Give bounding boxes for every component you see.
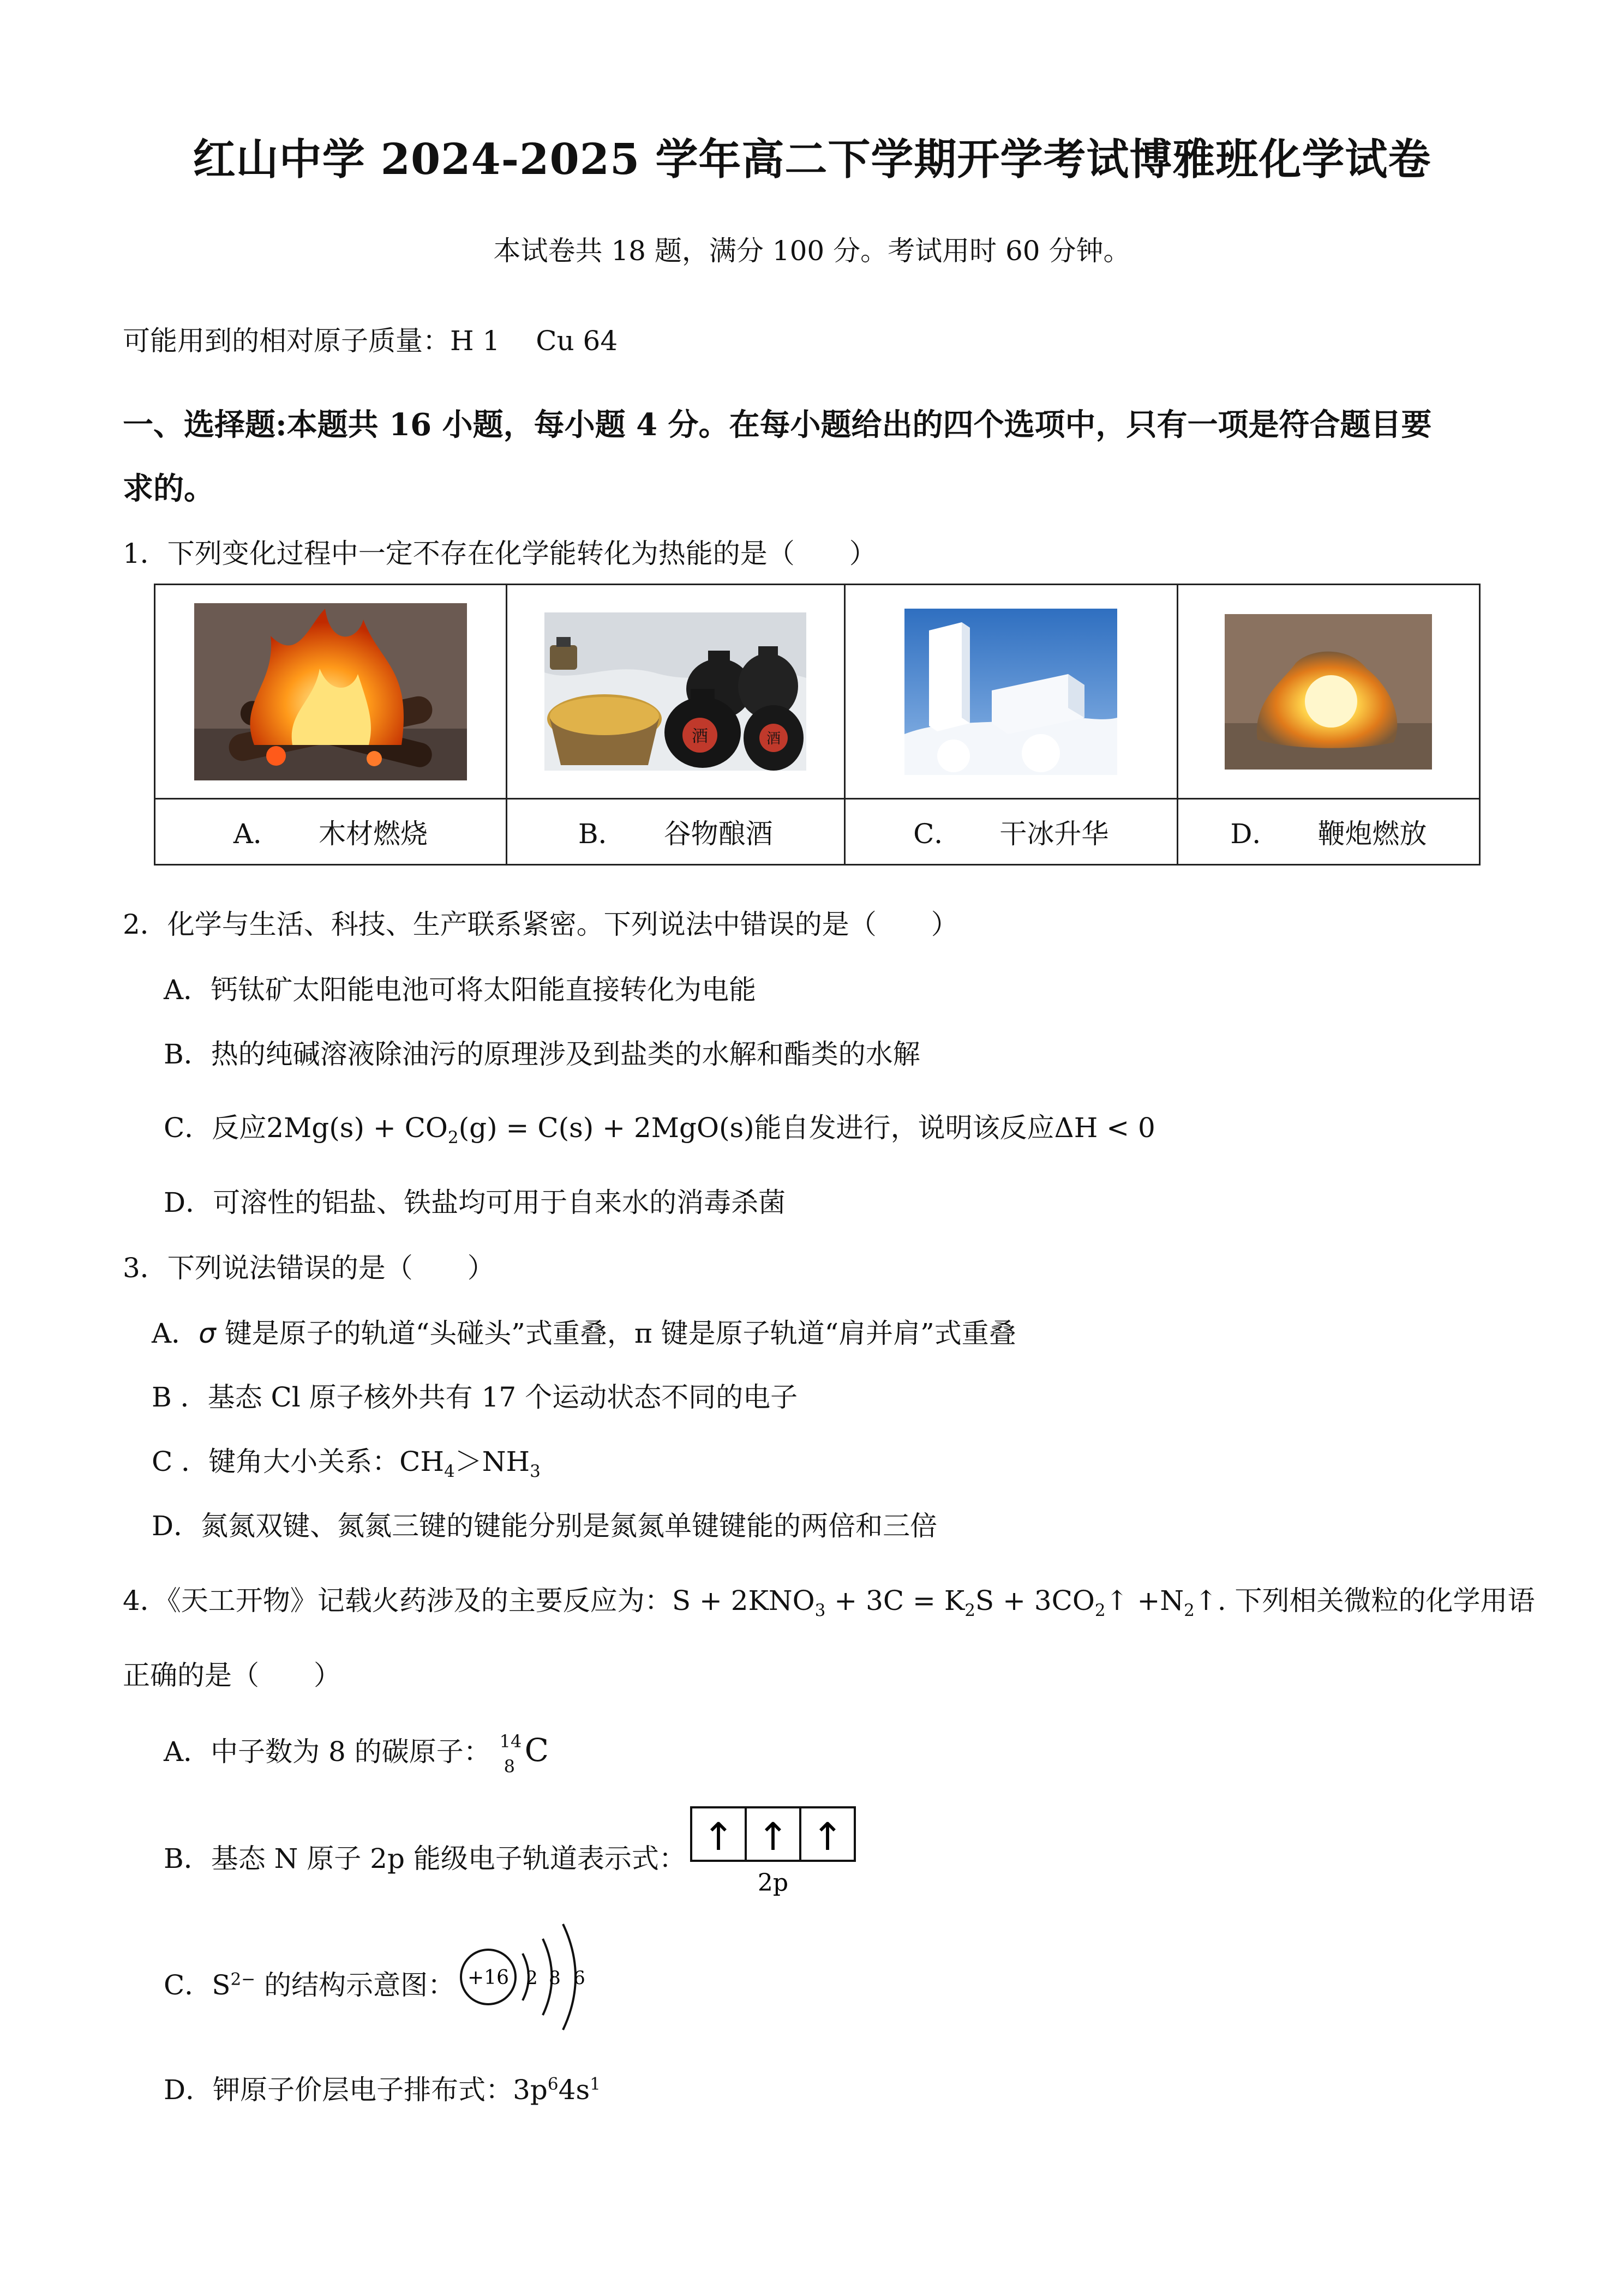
shell-electrons-3: 6	[573, 1967, 585, 1989]
q1-option-b[interactable]: B． 谷物酿酒	[506, 799, 844, 865]
q1-option-c[interactable]: C． 干冰升华	[844, 799, 1177, 865]
q1-option-a[interactable]: A． 木材燃烧	[155, 799, 507, 865]
section-heading-cont: 求的。	[123, 471, 214, 507]
q3-option-c[interactable]: C ．键角大小关系：$CH_4>NH_3$	[152, 1446, 541, 1481]
spin-up-arrow-2: ↑	[757, 1814, 789, 1859]
q1-image-cell-a	[155, 585, 507, 799]
q4-option-c[interactable]: C．$S^{2-}$ 的结构示意图：	[164, 1969, 456, 2001]
atomic-mass-note: 可能用到的相对原子质量：H 1 Cu 64	[123, 325, 618, 357]
q1-image-cell-d	[1177, 585, 1479, 799]
section-heading: 一、选择题:本题共 16 小题，每小题 4 分。在每小题给出的四个选项中，只有一项是符合题目要	[123, 407, 1432, 443]
orbital-diagram	[690, 1806, 865, 1899]
q4-option-d[interactable]: D．钾原子价层电子排布式：$3p^64s^1$	[164, 2074, 601, 2106]
shell-electrons-2: 8	[549, 1967, 561, 1989]
grain-wine-jars-image	[544, 612, 806, 771]
nuclide-notation: 14 8	[499, 1731, 522, 1777]
dry-ice-image	[904, 609, 1117, 775]
q4-stem-cont: 正确的是（ ）	[123, 1660, 341, 1691]
q4-option-a[interactable]: A．中子数为 8 的碳原子： 14 8 C	[164, 1731, 549, 1777]
jar-label-1: 酒	[692, 727, 709, 746]
q1-option-d[interactable]: D． 鞭炮燃放	[1177, 799, 1479, 865]
campfire-image	[194, 603, 467, 780]
orbital-label: 2p	[757, 1869, 789, 1897]
q3-option-a[interactable]: A．σ 键是原子的轨道“头碰头”式重叠，π 键是原子轨道“肩并肩”式重叠	[152, 1318, 1016, 1349]
ion-structure-diagram	[458, 1920, 606, 2034]
q3-stem: 3．下列说法错误的是（ ）	[123, 1252, 495, 1284]
q4-stem: 4．《天工开物》记载火药涉及的主要反应为：$S + 2KNO_3 + 3C = K_2S$ + $3CO_2↑$ $+N_2↑$. 下列相关微粒的化学用语	[123, 1585, 1535, 1620]
q1-image-cell-b	[506, 585, 844, 799]
q1-stem: 1．下列变化过程中一定不存在化学能转化为热能的是（ ）	[123, 538, 877, 569]
q2-option-d[interactable]: D．可溶性的铝盐、铁盐均可用于自来水的消毒杀菌	[164, 1187, 786, 1218]
explosion-image	[1225, 614, 1432, 770]
exam-info: 本试卷共 18 题，满分 100 分。考试用时 60 分钟。	[493, 235, 1131, 267]
q3-option-b[interactable]: B ．基态 Cl 原子核外共有 17 个运动状态不同的电子	[152, 1381, 798, 1413]
page-title: 红山中学 2024-2025 学年高二下学期开学考试博雅班化学试卷	[193, 135, 1431, 184]
q2-stem: 2．化学与生活、科技、生产联系紧密。下列说法中错误的是（ ）	[123, 909, 958, 940]
q4-option-b[interactable]: B．基态 N 原子 2p 能级电子轨道表示式：	[164, 1843, 686, 1874]
q2-option-c[interactable]: C．反应$2Mg(s) + CO_2(g) = C(s) + 2MgO(s)$能自发进行，说明该反应ΔH < 0	[164, 1112, 1155, 1147]
spin-up-arrow-3: ↑	[811, 1814, 844, 1859]
q1-image-cell-c	[844, 585, 1177, 799]
q1-options-table	[154, 584, 1481, 865]
q2-option-b[interactable]: B．热的纯碱溶液除油污的原理涉及到盐类的水解和酯类的水解	[164, 1038, 920, 1070]
jar-label-2: 酒	[766, 731, 781, 747]
q3-option-d[interactable]: D．氮氮双键、氮氮三键的键能分别是氮氮单键键能的两倍和三倍	[152, 1510, 938, 1542]
nucleus-charge: +16	[468, 1967, 509, 1989]
spin-up-arrow-1: ↑	[702, 1814, 735, 1859]
shell-electrons-1: 2	[526, 1967, 538, 1989]
q2-option-a[interactable]: A．钙钛矿太阳能电池可将太阳能直接转化为电能	[164, 974, 757, 1006]
